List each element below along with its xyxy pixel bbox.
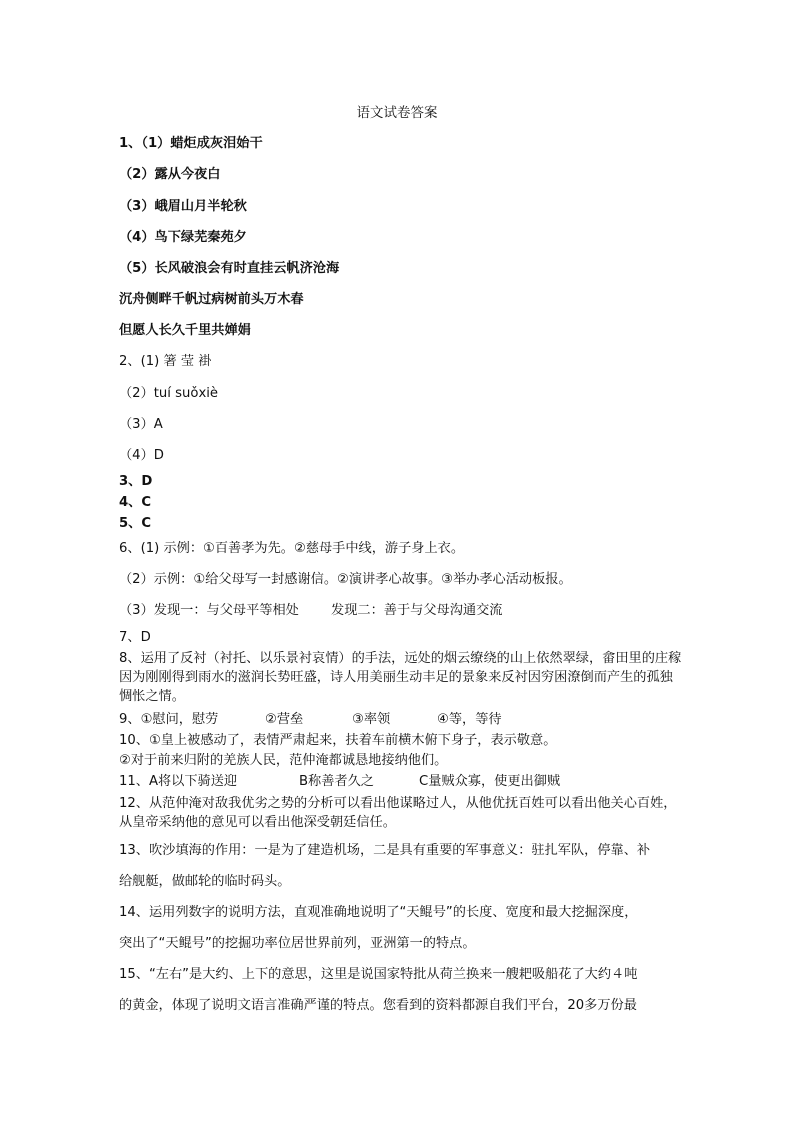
q14-line-1: 14、运用列数字的说明方法，直观准确地说明了“天鲲号”的长度、宽度和最大挖掘深度， [119, 905, 638, 920]
q2-line-3: （3）A [119, 417, 163, 432]
q3-answer: 3、D [119, 474, 153, 489]
q9-line [119, 711, 698, 729]
q8-answer: 8、运用了反衬（衬托、以乐景衬哀情）的手法，远处的烟云缭绕的山上依然翠绿，畲田里的庄稼因为刚刚得到雨水的滋润长势旺盛，诗人用美丽生动丰足的景象来反衬因穷困潦倒而产生的孤独惆怅之情。 [119, 651, 682, 704]
q13-line-1: 13、吹沙填海的作用：一是为了建造机场，二是具有重要的军事意义：驻扎军队，停靠、补 [119, 843, 651, 858]
q11-option-b: B称善者久之 [299, 774, 374, 789]
q1-line-5: （5）长风破浪会有时直挂云帆济沧海 [119, 261, 340, 276]
q9-item-2: ②营垒 [265, 712, 304, 727]
q1-line-4: （4）鸟下绿芜秦苑夕 [119, 230, 247, 245]
q9-item-4: ④等，等待 [437, 712, 502, 727]
q1-line-7: 但愿人长久千里共婵娟 [119, 323, 251, 338]
q6-line-1: 6、(1) 示例：①百善孝为先。②慈母手中线，游子身上衣。 [119, 541, 465, 556]
q11-option-a: 11、A将以下骑送迎 [119, 774, 238, 789]
q1-line-1: 1、（1）蜡炬成灰泪始干 [119, 136, 263, 151]
q5-answer: 5、C [119, 516, 152, 531]
q11-line [119, 773, 698, 791]
q9-item-1: 9、①慰问，慰劳 [119, 712, 219, 727]
page-title: 语文试卷答案 [356, 105, 438, 121]
q1-line-3: （3）峨眉山月半轮秋 [119, 199, 247, 214]
q15-line-1: 15、“左右”是大约、上下的意思，这里是说国家特批从荷兰换来一艘耙吸船花了大约４吨 [119, 967, 638, 982]
q10-line-2: ②对于前来归附的羌族人民，范仲淹都诚恳地接纳他们。 [119, 753, 448, 768]
q13-line-2: 给舰艇，做邮轮的临时码头。 [119, 874, 291, 889]
q14-line-2: 突出了“天鲲号”的挖掘功率位居世界前列，亚洲第一的特点。 [119, 936, 476, 951]
q4-answer: 4、C [119, 495, 152, 510]
q6-line-3 [119, 602, 698, 620]
q7-answer: 7、D [119, 630, 151, 645]
q1-line-2: （2）露从今夜白 [119, 167, 221, 182]
q2-line-1: 2、(1) 箸 莹 褂 [119, 354, 212, 369]
q11-option-c: C量贼众寡，使更出御贼 [419, 774, 561, 789]
q2-line-2: （2）tuí suǒxiè [119, 386, 219, 401]
q12-answer: 12、从范仲淹对敌我优劣之势的分析可以看出他谋略过人，从他优抚百姓可以看出他关心百姓，从皇帝采纳他的意见可以看出他深受朝廷信任。 [119, 796, 677, 830]
q9-item-3: ③率领 [352, 712, 391, 727]
q6-finding-1: （3）发现一：与父母平等相处 [119, 603, 299, 618]
q6-line-2: （2）示例：①给父母写一封感谢信。②演讲孝心故事。③举办孝心活动板报。 [119, 572, 572, 587]
q15-line-2: 的黄金，体现了说明文语言准确严谨的特点。您看到的资料都源自我们平台，20多万份最 [119, 998, 637, 1013]
q2-line-4: （4）D [119, 448, 164, 463]
q1-line-6: 沉舟侧畔千帆过病树前头万木春 [119, 292, 304, 307]
q10-line-1: 10、①皇上被感动了，表情严肃起来，扶着车前横木俯下身子，表示敬意。 [119, 733, 557, 748]
q6-finding-2: 发现二：善于与父母沟通交流 [331, 603, 503, 618]
